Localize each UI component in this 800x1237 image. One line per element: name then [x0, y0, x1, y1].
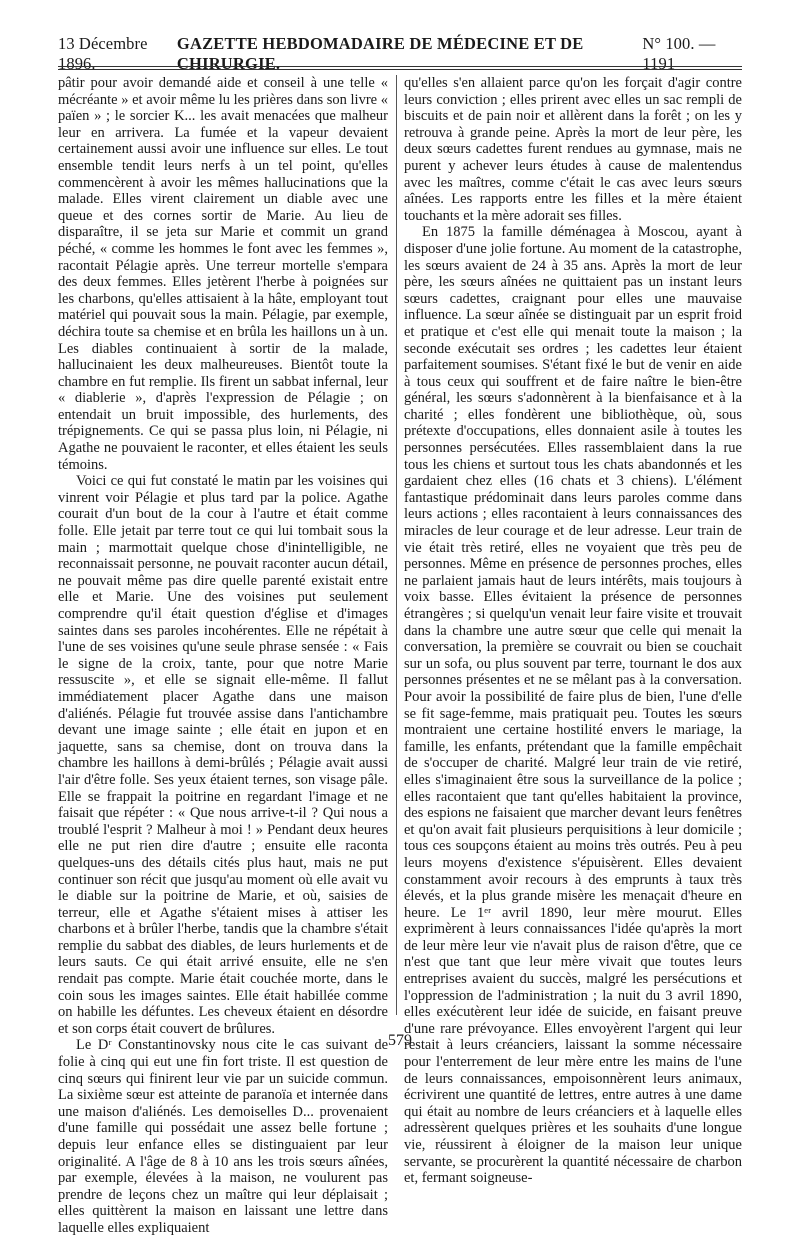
page-number: 579 [388, 1032, 412, 1049]
header-title: GAZETTE HEBDOMADAIRE DE MÉDECINE ET DE CHIRURGIE. [176, 34, 584, 73]
running-header [58, 34, 742, 73]
paragraph: Le Dʳ Constantinovsky nous cite le cas suivant de folie à cinq qui eut une fin fort triste. Il est question de cinq sœurs qui finirent leur vie par un suicide commun. La sixième sœur est atteinte de paranoïa et internée dans une maison d'aliénés. Les demoiselles D... provenaient d'une famille qui possédait une assez belle fortune ; depuis leur enfance elles se distinguaient par leur originalité. A l'âge de 8 à 10 ans les trois sœurs aînées, par exemple, élevées à la maison, ne voulurent pas prendre de leçons chez un maître qui leur déplaisait ; elles quittèrent la maison en laissant une lettre dans laquelle elles expliquaient [58, 1037, 388, 1236]
right-column [404, 75, 742, 1187]
paragraph: pâtir pour avoir demandé aide et conseil à une telle « mécréante » et avoir même lu les prières dans son livre « païen » ; le sorcier K... les avait menacées que malheur leur en arrivera. La fumée et la vapeur devaient certainement aussi avoir une influence sur elles. Le tout ensemble tendit leurs nerfs à un tel point, qu'elles commencèrent à avoir les mêmes hallucinations que la malade. Elles virent clairement un diable avec une queue et des cornes sortir de Marie. Au lieu de disparaître, il se jeta sur Marie et commit un grand péché, « comme les hommes le font avec les femmes », racontait Pélagie après. Une terreur mortelle s'empara des deux femmes. Elles jetèrent l'herbe à poignées sur les charbons, qu'elles attisaient à la hâte, employant tout matériel qui pouvait sous la main. Pélagie, par exemple, déchira toute sa chemise et en brûla les haillons un à un. Les diables continuaient à sortir de la malade, hallucinaient les deux malheureuses. Bientôt toute la chambre en fut remplie. Ils firent un sabbat infernal, leur « diablerie », d'après l'expression de Pélagie ; on entendait un bruit impossible, des hurlements, des trépignements. Ce qui se passa plus loin, ni Pélagie, ni Agathe ne pouvaient le raconter, et elles étaient les seuls témoins. [58, 75, 388, 473]
left-column [58, 75, 388, 1236]
header-rule-bottom [58, 69, 742, 70]
paragraph: qu'elles s'en allaient parce qu'on les forçait d'agir contre leurs conviction ; elles prirent avec elles un sac rempli de biscuits et de pain noir et allèrent dans la forêt ; on les y retrouva à grande peine. Après la mort de leur père, les deux sœurs cadettes furent rendues au gymnase, mais ne purent y achever leurs études à cause de malentendus avec les maîtres, comme c'était le cas avec leurs sœurs aînées. Les rapports entre les filles et la mère étaient touchants et la mère adorait ses filles. [404, 75, 742, 224]
paragraph: Voici ce qui fut constaté le matin par les voisines qui vinrent voir Pélagie et plus tard par la police. Agathe courait d'un bout de la cour à l'autre et était comme folle. Elle jetait par terre tout ce qui lui tombait sous la main ; marmottait quelque chose d'inintelligible, ne reconnaissait personne, ne pouvait raconter aucun détail, ne pouvait même pas dire quelle parenté existait entre elle et Marie. Une des voisines put seulement comprendre qu'il était question d'église et d'images saintes dans ses paroles incohérentes. Elle ne répétait à l'une de ses voisines qu'une seule phrase sensée : « Fais le signe de la croix, tante, pour que notre Marie ressuscite », et elle se signait elle-même. Il fallut immédiatement placer Agathe dans une maison d'aliénés. Pélagie fut trouvée assise dans l'antichambre devant une image sainte ; elle était en jupon et en jaquette, sans sa chemise, dont on trouva dans la chambre les haillons à demi-brûlés ; Pélagie avait aussi l'air d'être folle. Ses yeux étaient ternes, son visage pâle. Elle se frappait la poitrine en regardant l'image et ne faisait que répéter : « Que nous arrive-t-il ? Qui nous a troublé l'esprit ? Malheur à moi ! » Pendant deux heures elle ne put rien dire d'autre ; ensuite elle raconta quelques-uns des détails cités plus haut, mais ne put continuer son récit que jusqu'au moment où elle avait vu le diable sur la poitrine de Marie, et où, saisies de terreur, elle et Agathe s'étaient mises à attiser les charbons et à brûler l'herbe, tandis que la chambre s'était remplie du sabbat des diables, de leurs hurlements et de leurs sauts. Ce qui était arrivé ensuite, elle ne s'en rendait pas compte. Marie était couchée morte, dans le coin sous les images saintes. Elle était habillée comme on habille les défuntes. Les cheveux étaient en désordre et son corps était couvert de brûlures. [58, 473, 388, 1037]
paragraph: En 1875 la famille déménagea à Moscou, ayant à disposer d'une jolie fortune. Au moment de la catastrophe, les sœurs avaient de 24 à 35 ans. Après la mort de leur père, les sœurs aînées ne quittaient pas un instant leurs sœurs cadettes, craignant pour elles une mauvaise influence. La sœur aînée se distinguait par un esprit froid et pratique et c'est elle qui menait toute la maison ; la seconde exécutait ses ordres ; les cadettes leur étaient parfaitement soumises. S'étant fixé le but de venir en aide à tous ceux qui souffrent et de faire naître le bien-être général, les sœurs s'adonnèrent à la bienfaisance et à la charité ; elles fondèrent une bibliothèque, où, sous prétexte d'occupations, elles donnaient asile à toutes les personnes persécutées. Elles rassemblaient dans la rue tous les chiens et surtout tous les chats abandonnés et les gardaient chez elles (16 chats et 3 chiens). L'élément fantastique prédominait dans leurs paroles comme dans leurs actions ; elles racontaient à leurs connaissances des miracles de leur courage et de leur adresse. Leur train de vie était très retiré, elles ne voyaient que très peu de personnes. Même en présence de personnes proches, elles ne parlaient jamais haut de leurs intérêts, mais toujours à voix basse. Elles évitaient la présence de personnes étrangères ; si quelqu'un venait leur faire visite et trouvait dans la chambre une autre sœur que celle qui menait la conversation, la première se couvrait ou bien se couchait sur un sofa, ou plus souvent par terre, tournant le dos aux personnes présentes et ne se mêlant pas à la conversation. Pour avoir la possibilité de faire plus de bien, l'une d'elle se fit sage-femme, mais pratiquait peu. Toutes les sœurs montraient une certaine hostilité envers le mariage, la famille, les enfants, prétendant que la famille empêchait de s'occuper de charité. Malgré leur train de vie retiré, elles s'imaginaient être sous la surveillance de la police ; elles racontaient que tant qu'elles habitaient la province, des espions ne faisaient que marcher devant leurs fenêtres et qu'on avait fait plusieurs perquisitions à leur domicile ; tous ces soupçons étaient au moins très outrés. Peu à peu leurs moyens d'existence s'épuisèrent. Elles devaient constamment avoir recours à des emprunts à taux très élevés, et la plus grande misère les menaçait d'heure en heure. Le 1ᵉʳ avril 1890, leur mère mourut. Elles exprimèrent à leurs connaissances l'idée qu'après la mort de leur mère leur vie n'avait plus de raison d'être, que ce n'est que tant que leur mère vivait que toutes leurs entreprises avaient du succès, malgré les persécutions et l'oppression de l'administration ; la nuit du 3 avril 1890, elles exécutèrent leur idée de suicide, en faisant preuve d'une rare prévoyance. Elles envoyèrent l'argent qui leur restait à leurs créanciers, laissant la somme nécessaire pour l'enterrement de leur mère entre les mains de l'une de leurs connaissances, empoisonnèrent leurs animaux, écrivirent une quantité de lettres, entre autres à une dame qui était au nombre de leurs créanciers et à laquelle elles adressèrent quelques prières et les souhaits d'une longue vie, réussirent à éloigner de la maison leur unique servante, se procurèrent la quantité nécessaire de charbon et, fermant soigneuse- [404, 224, 742, 1187]
column-divider [396, 75, 397, 1015]
header-issue: N° 100. — 1191 [642, 34, 716, 73]
header-date: 13 Décembre 1896. [58, 34, 148, 73]
header-rule-top [58, 66, 742, 67]
